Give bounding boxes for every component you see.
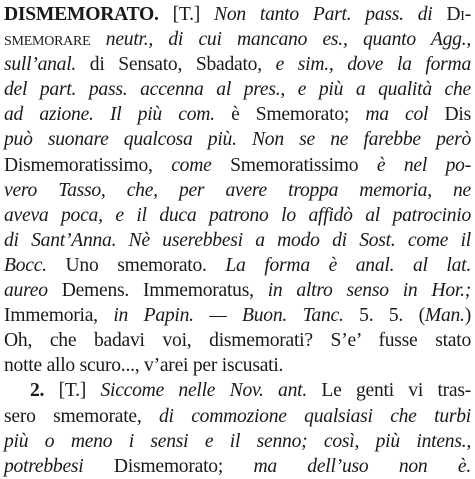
text-segment: in altro senso in Hor.; [267,280,471,302]
text-segment: potrebbesi [4,455,84,477]
text-segment: Dismemorato; [83,455,254,477]
entry-line [4,27,471,52]
text-segment: come [171,154,212,176]
text-segment: aveva poca, e il duca patrono lo affidò al patrocinio [4,204,471,226]
entry-line [4,102,471,127]
text-segment: DISMEMORATO. [4,4,159,25]
text-segment: Oh, che badavi voi, dismemorati? S’e’ fusse stato [4,330,471,352]
text-segment: Demens. Immemoratus, [47,280,268,302]
text-segment: è nel po- [376,154,471,176]
text-segment: Man. [424,305,465,327]
entry-line [4,353,471,378]
text-segment: [T.] [158,4,215,25]
entry-line [4,454,471,479]
entry-line [4,77,471,102]
text-segment: può suonare qualcosa più. Non se ne farebbe però [4,129,471,151]
text-segment: Uno smemorato. [46,254,226,276]
entry-line [4,328,471,353]
entry-line [4,52,471,77]
entry-line [4,153,471,178]
text-segment: Non tanto Part. pass. di [214,4,447,25]
text-segment: sero smemorate, [4,405,159,427]
text-segment: notte allo scuro..., v’arei per iscusati. [4,355,284,377]
text-segment: ad azione. Il più com. [4,104,215,126]
text-segment: La forma è anal. al lat. [225,254,471,276]
text-segment: è Smemorato; [214,104,366,126]
text-segment: Dismemoratissimo, [4,154,172,176]
entry-line [4,378,471,403]
text-segment: ma col [365,104,429,126]
entry-line [4,278,471,303]
text-segment: [T.] [44,380,101,402]
text-segment: Bocc. [4,254,47,276]
entry-line [4,203,471,228]
text-segment: Smemoratissimo [211,154,377,176]
entry-line [4,253,471,278]
text-segment: Le genti vi tras- [307,380,472,402]
text-segment: ma dell’uso non è. [253,455,471,477]
text-segment: 2. [30,380,45,402]
text-segment: in Papin. — Buon. Tanc. [113,305,344,327]
text-segment: di Sant’Anna. Nè userebbesi a modo di Sost. come il [4,229,471,251]
text-segment: vero Tasso, che, per avere troppa memoria, ne [4,179,471,201]
text-segment: Siccome nelle Nov. ant. [100,380,307,402]
text-segment: Dis [428,104,471,126]
text-segment: ) [464,305,471,327]
text-segment: di Sensato, Sbadato, [76,54,276,76]
text-segment: smemorare [4,29,91,51]
entry-text [4,2,471,479]
text-segment: sull’anal. [4,54,77,76]
text-segment: 5. 5. ( [343,305,425,327]
entry-line [4,127,471,152]
entry-line [4,228,471,253]
text-segment: aureo [4,280,48,302]
text-segment: Immemoria, [4,305,114,327]
text-segment: più o meno i sensi e il senno; così, più intens., [4,430,471,452]
text-segment: e sim., dove la forma [275,54,471,76]
entry-line [4,303,471,328]
entry-line [4,2,471,27]
entry-line [4,404,471,429]
entry-line [4,429,471,454]
entry-line [4,178,471,203]
text-segment: neutr., di cui mancano es., quanto Agg., [90,29,471,51]
text-segment: di commozione qualsiasi che turbi [159,405,471,427]
text-segment: del part. pass. accenna al pres., e più a qualità che [4,79,471,101]
text-segment: Di- [446,4,471,25]
